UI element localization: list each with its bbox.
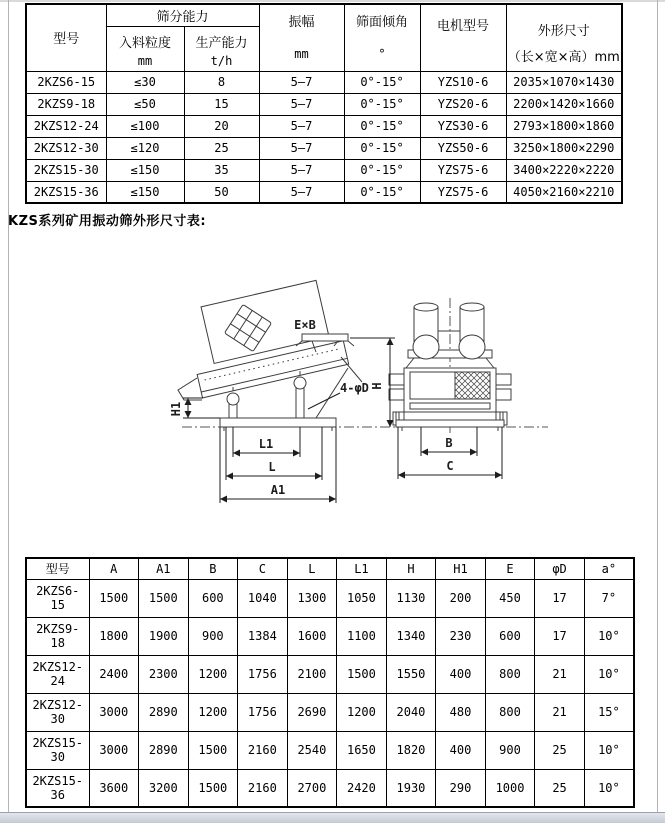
cell-amplitude: 5—7 bbox=[259, 137, 344, 159]
cell: 1130 bbox=[386, 579, 436, 617]
cell: 600 bbox=[485, 617, 535, 655]
cell: 2160 bbox=[238, 769, 288, 807]
spec-row bbox=[26, 71, 622, 93]
cell: 1550 bbox=[386, 655, 436, 693]
cell: 2690 bbox=[287, 693, 337, 731]
cell: 2400 bbox=[89, 655, 139, 693]
cell: 1820 bbox=[386, 731, 436, 769]
cell-dims: 4050×2160×2210 bbox=[506, 181, 622, 203]
dimension-table bbox=[25, 557, 635, 808]
dim-label-a1: A1 bbox=[270, 483, 286, 497]
cell: 10° bbox=[584, 617, 634, 655]
cell-feed: ≤150 bbox=[106, 159, 184, 181]
cell: 2100 bbox=[287, 655, 337, 693]
cell-amplitude: 5—7 bbox=[259, 115, 344, 137]
cell-motor: YZS30-6 bbox=[420, 115, 506, 137]
cell-capacity: 25 bbox=[184, 137, 259, 159]
cell-motor: YZS10-6 bbox=[420, 71, 506, 93]
cell: 2160 bbox=[238, 731, 288, 769]
col-header: B bbox=[188, 558, 238, 579]
cell: 25 bbox=[535, 769, 585, 807]
cell: 2KZS9-18 bbox=[26, 617, 89, 655]
cell-incline: 0°-15° bbox=[344, 159, 420, 181]
col-header-incline bbox=[344, 4, 420, 71]
cell: 1000 bbox=[485, 769, 535, 807]
cell: 7° bbox=[584, 579, 634, 617]
cell-model: 2KZS12-30 bbox=[26, 137, 106, 159]
cell: 1900 bbox=[139, 617, 189, 655]
cell: 450 bbox=[485, 579, 535, 617]
cell: 21 bbox=[535, 655, 585, 693]
col-header: C bbox=[238, 558, 288, 579]
cell: 2KZS15-30 bbox=[26, 731, 89, 769]
cell: 2040 bbox=[386, 693, 436, 731]
incline-unit: ° bbox=[378, 46, 386, 61]
cell: 1800 bbox=[89, 617, 139, 655]
cell: 1050 bbox=[337, 579, 387, 617]
dim-label-h1: H1 bbox=[169, 401, 183, 417]
cell-capacity: 20 bbox=[184, 115, 259, 137]
cell-model: 2KZS6-15 bbox=[26, 71, 106, 93]
cell: 2KZS12-24 bbox=[26, 655, 89, 693]
cell-model: 2KZS15-30 bbox=[26, 159, 106, 181]
cell: 3600 bbox=[89, 769, 139, 807]
cell: 2700 bbox=[287, 769, 337, 807]
spec-row bbox=[26, 159, 622, 181]
cell: 1756 bbox=[238, 693, 288, 731]
cell: 400 bbox=[436, 731, 486, 769]
spec-table bbox=[25, 3, 623, 204]
cell-feed: ≤30 bbox=[106, 71, 184, 93]
cell-amplitude: 5—7 bbox=[259, 181, 344, 203]
cell: 2420 bbox=[337, 769, 387, 807]
cell: 1200 bbox=[188, 655, 238, 693]
cell-feed: ≤120 bbox=[106, 137, 184, 159]
dimension-row bbox=[26, 769, 634, 807]
dim-label-h: H bbox=[370, 382, 384, 390]
col-header: H bbox=[386, 558, 436, 579]
col-header: a° bbox=[584, 558, 634, 579]
cell: 1040 bbox=[238, 579, 288, 617]
horizontal-scrollbar[interactable] bbox=[0, 812, 665, 823]
cell: 21 bbox=[535, 693, 585, 731]
cell: 1500 bbox=[139, 579, 189, 617]
cell-feed: ≤150 bbox=[106, 181, 184, 203]
amplitude-unit: mm bbox=[294, 46, 309, 61]
cell-amplitude: 5—7 bbox=[259, 71, 344, 93]
capacity-label: 生产能力 bbox=[195, 35, 248, 51]
col-header: 型号 bbox=[26, 558, 89, 579]
spec-row bbox=[26, 181, 622, 203]
cell: 3000 bbox=[89, 731, 139, 769]
cell-capacity: 15 bbox=[184, 93, 259, 115]
cell-feed: ≤50 bbox=[106, 93, 184, 115]
dim-label-4phid: 4-φD bbox=[340, 381, 369, 395]
dimension-row bbox=[26, 693, 634, 731]
cell: 2540 bbox=[287, 731, 337, 769]
cell: 1200 bbox=[188, 693, 238, 731]
col-header: L bbox=[287, 558, 337, 579]
cell: 15° bbox=[584, 693, 634, 731]
cell: 200 bbox=[436, 579, 486, 617]
dimension-row bbox=[26, 617, 634, 655]
cell-motor: YZS50-6 bbox=[420, 137, 506, 159]
cell-feed: ≤100 bbox=[106, 115, 184, 137]
cell-incline: 0°-15° bbox=[344, 93, 420, 115]
cell-amplitude: 5—7 bbox=[259, 93, 344, 115]
cell: 480 bbox=[436, 693, 486, 731]
dim-label-l1: L1 bbox=[258, 437, 274, 451]
cell-dims: 2793×1800×1860 bbox=[506, 115, 622, 137]
col-header: φD bbox=[535, 558, 585, 579]
cell: 17 bbox=[535, 617, 585, 655]
feed-size-label: 入料粒度 bbox=[118, 35, 171, 51]
cell: 1300 bbox=[287, 579, 337, 617]
cell: 900 bbox=[188, 617, 238, 655]
cell: 1756 bbox=[238, 655, 288, 693]
col-header: H1 bbox=[436, 558, 486, 579]
cell: 800 bbox=[485, 693, 535, 731]
dim-label-c: C bbox=[446, 459, 454, 473]
dim-label-b: B bbox=[445, 436, 453, 450]
overall-dims-unit: （长×宽×高）mm bbox=[507, 49, 620, 65]
cell-dims: 3400×2220×2220 bbox=[506, 159, 622, 181]
cell-incline: 0°-15° bbox=[344, 181, 420, 203]
cell: 1500 bbox=[89, 579, 139, 617]
cell: 230 bbox=[436, 617, 486, 655]
cell: 10° bbox=[584, 655, 634, 693]
col-header-screening-capacity: 筛分能力 bbox=[106, 4, 259, 26]
page-top-edge bbox=[0, 0, 665, 2]
cell-incline: 0°-15° bbox=[344, 115, 420, 137]
capacity-unit: t/h bbox=[210, 53, 233, 68]
cell: 25 bbox=[535, 731, 585, 769]
cell: 600 bbox=[188, 579, 238, 617]
cell: 1340 bbox=[386, 617, 436, 655]
cell: 1200 bbox=[337, 693, 387, 731]
cell-motor: YZS75-6 bbox=[420, 159, 506, 181]
col-header-feed-size bbox=[106, 26, 184, 71]
cell: 3000 bbox=[89, 693, 139, 731]
cell-amplitude: 5—7 bbox=[259, 159, 344, 181]
cell: 1100 bbox=[337, 617, 387, 655]
dimension-row bbox=[26, 579, 634, 617]
cell: 1500 bbox=[188, 769, 238, 807]
cell-dims: 2200×1420×1660 bbox=[506, 93, 622, 115]
dim-label-l: L bbox=[268, 460, 276, 474]
dim-label-exb: E×B bbox=[294, 318, 316, 332]
col-header: A1 bbox=[139, 558, 189, 579]
cell: 2KZS12-30 bbox=[26, 693, 89, 731]
col-header-model: 型号 bbox=[26, 4, 106, 71]
col-header-amplitude bbox=[259, 4, 344, 71]
cell-dims: 3250×1800×2290 bbox=[506, 137, 622, 159]
cell-capacity: 35 bbox=[184, 159, 259, 181]
side-view bbox=[178, 280, 362, 431]
overall-dims-label: 外形尺寸 bbox=[537, 23, 590, 39]
cell: 1930 bbox=[386, 769, 436, 807]
incline-label: 筛面倾角 bbox=[356, 14, 409, 30]
cell: 2KZS6-15 bbox=[26, 579, 89, 617]
feed-size-unit: mm bbox=[137, 53, 153, 68]
col-header-capacity bbox=[184, 26, 259, 71]
col-header: L1 bbox=[337, 558, 387, 579]
cell: 10° bbox=[584, 731, 634, 769]
cell-model: 2KZS12-24 bbox=[26, 115, 106, 137]
cell-motor: YZS75-6 bbox=[420, 181, 506, 203]
cell-incline: 0°-15° bbox=[344, 71, 420, 93]
cell: 400 bbox=[436, 655, 486, 693]
cell: 800 bbox=[485, 655, 535, 693]
cell: 2890 bbox=[139, 693, 189, 731]
cell-capacity: 8 bbox=[184, 71, 259, 93]
cell: 290 bbox=[436, 769, 486, 807]
cell: 2890 bbox=[139, 731, 189, 769]
spec-row bbox=[26, 137, 622, 159]
spec-row bbox=[26, 93, 622, 115]
section-heading: KZS系列矿用振动筛外形尺寸表: bbox=[8, 214, 207, 229]
vibrating-screen-dimension-diagram bbox=[140, 255, 560, 525]
cell-capacity: 50 bbox=[184, 181, 259, 203]
dimension-row bbox=[26, 731, 634, 769]
cell: 1500 bbox=[188, 731, 238, 769]
spec-header-row-1 bbox=[26, 4, 622, 26]
cell-motor: YZS20-6 bbox=[420, 93, 506, 115]
cell: 1600 bbox=[287, 617, 337, 655]
page-left-edge bbox=[8, 0, 9, 812]
cell: 10° bbox=[584, 769, 634, 807]
cell: 3200 bbox=[139, 769, 189, 807]
cell: 900 bbox=[485, 731, 535, 769]
col-header-motor: 电机型号 bbox=[420, 4, 506, 71]
spec-row bbox=[26, 115, 622, 137]
cell-incline: 0°-15° bbox=[344, 137, 420, 159]
cell: 2300 bbox=[139, 655, 189, 693]
cell-dims: 2035×1070×1430 bbox=[506, 71, 622, 93]
cell-model: 2KZS15-36 bbox=[26, 181, 106, 203]
dimension-row bbox=[26, 655, 634, 693]
amplitude-label: 振幅 bbox=[288, 14, 315, 30]
page-right-edge bbox=[657, 0, 658, 812]
cell: 1384 bbox=[238, 617, 288, 655]
cell: 2KZS15-36 bbox=[26, 769, 89, 807]
cell: 1650 bbox=[337, 731, 387, 769]
cell: 1500 bbox=[337, 655, 387, 693]
cell: 17 bbox=[535, 579, 585, 617]
col-header: E bbox=[485, 558, 535, 579]
col-header-overall-dims bbox=[506, 4, 622, 71]
dimension-header-row bbox=[26, 558, 634, 579]
cell-model: 2KZS9-18 bbox=[26, 93, 106, 115]
col-header: A bbox=[89, 558, 139, 579]
